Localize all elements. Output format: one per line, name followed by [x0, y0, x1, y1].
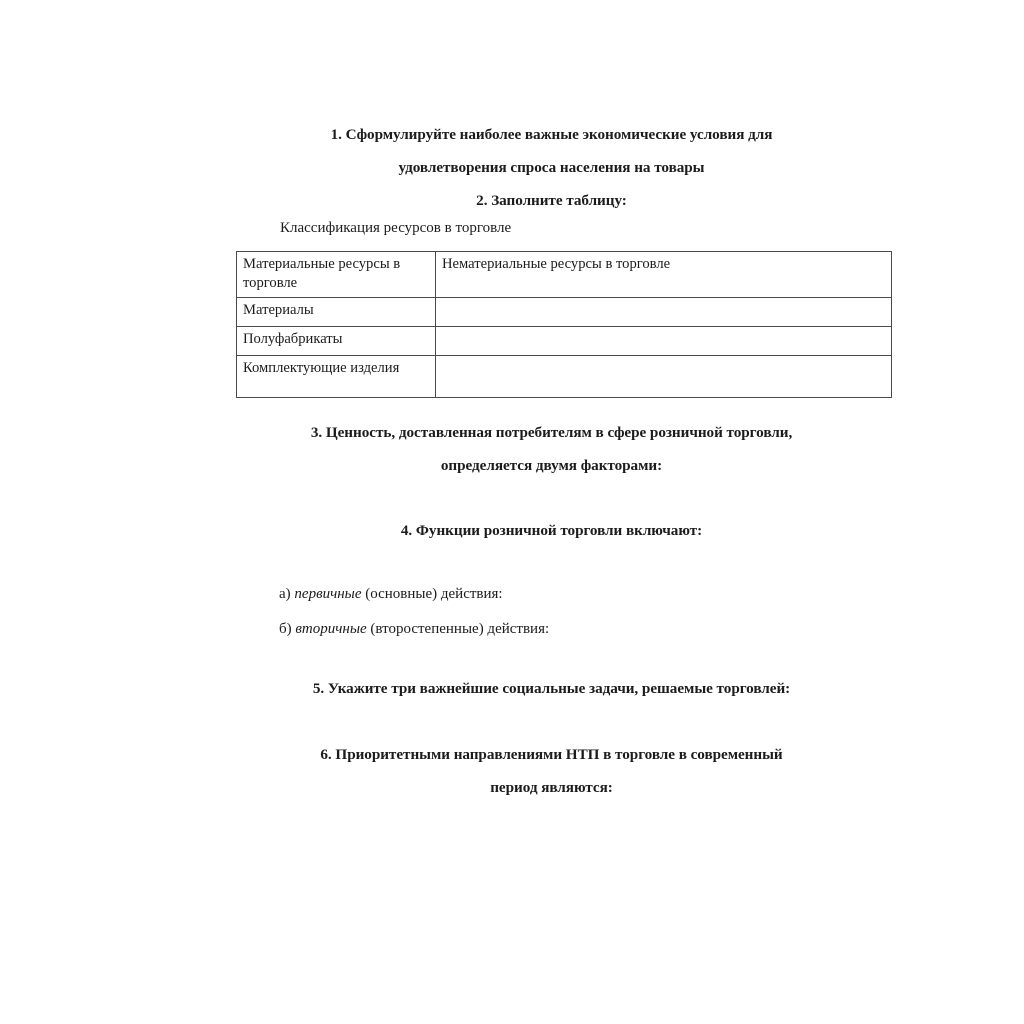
- question-5-line-1: 5. Укажите три важнейшие социальные задачи, решаемые торговлей:: [312, 680, 791, 697]
- question-1: [236, 118, 867, 184]
- question-4-line-1: 4. Функции розничной торговли включают:: [400, 522, 703, 539]
- table-cell-left: Материалы: [237, 298, 436, 327]
- table-caption: Классификация ресурсов в торговле: [280, 220, 512, 236]
- subitem-b: [236, 612, 867, 647]
- table-cell-right: [436, 356, 892, 398]
- question-2: [236, 184, 867, 217]
- table-cell-right: [436, 298, 892, 327]
- question-4-subitems: [236, 577, 867, 647]
- subitem-b-marker: б): [279, 621, 292, 637]
- resources-table: [236, 251, 892, 398]
- question-1-line-2: удовлетворения спроса населения на товары: [398, 159, 705, 176]
- table-row: [237, 298, 892, 327]
- table-cell-right: [436, 327, 892, 356]
- question-4: [236, 514, 867, 547]
- table-cell-left: Полуфабрикаты: [237, 327, 436, 356]
- subitem-a-marker: а): [279, 586, 291, 602]
- question-6: [236, 738, 867, 804]
- subitem-a: [236, 577, 867, 612]
- table-row: [237, 356, 892, 398]
- question-1-line-1: 1. Сформулируйте наиболее важные экономические условия для: [330, 126, 773, 143]
- question-2-line-1: 2. Заполните таблицу:: [476, 192, 627, 209]
- question-3-line-2: определяется двумя факторами:: [440, 457, 663, 474]
- resources-table-wrapper: [236, 251, 867, 398]
- subitem-a-rest: (основные) действия:: [365, 586, 503, 602]
- table-row: [237, 252, 892, 298]
- question-3-line-1: 3. Ценность, доставленная потребителям в сфере розничной торговли,: [310, 424, 793, 441]
- subitem-a-italic: первичные: [294, 586, 362, 602]
- subitem-b-italic: вторичные: [295, 621, 367, 637]
- question-5: [236, 672, 867, 705]
- table-cell-left: Материальные ресурсы в торговле: [237, 252, 436, 298]
- table-cell-left: Комплектующие изделия: [237, 356, 436, 398]
- question-6-line-1: 6. Приоритетными направлениями НТП в торговле в современный: [320, 746, 783, 763]
- table-cell-right: Нематериальные ресурсы в торговле: [436, 252, 892, 298]
- table-row: [237, 327, 892, 356]
- question-3: [236, 416, 867, 482]
- subitem-b-rest: (второстепенные) действия:: [370, 621, 550, 637]
- question-6-line-2: период являются:: [490, 779, 613, 796]
